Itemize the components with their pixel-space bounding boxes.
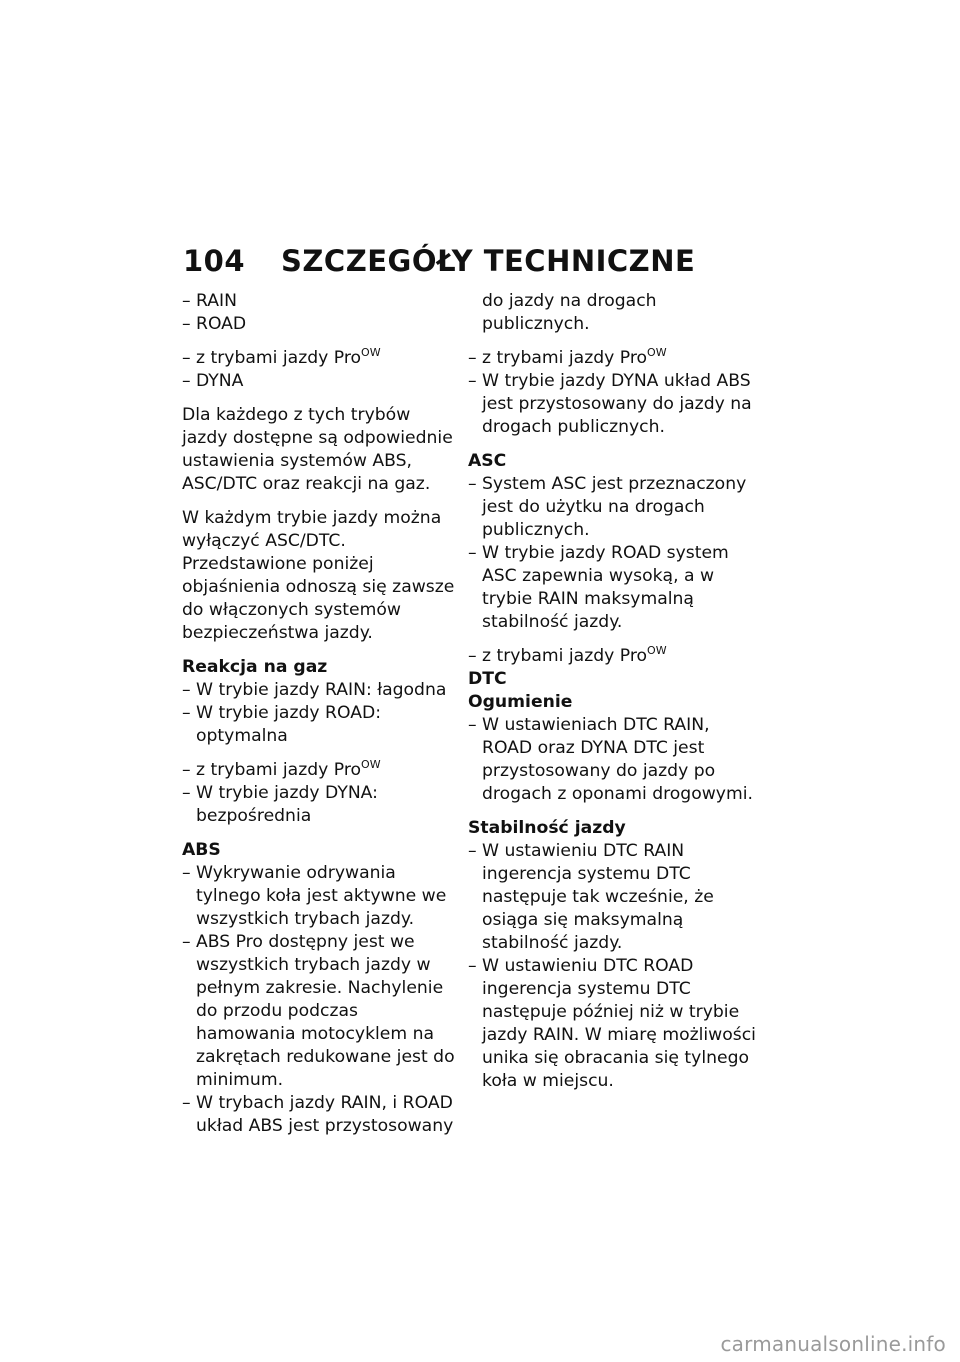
- list-item: – W trybie jazdy DYNA: bezpośrednia: [182, 783, 378, 826]
- asc-heading: ASC: [468, 451, 507, 471]
- pro-mode-note: – z trybami jazdy Pro$^{OW}$: [182, 758, 381, 780]
- list-item: – W trybach jazdy RAIN, i ROAD układ ABS jest przystosowany: [182, 1093, 454, 1136]
- page-title: SZCZEGÓŁY TECHNICZNE: [281, 244, 696, 278]
- list-item: – W trybie jazdy RAIN: łagodna: [182, 680, 447, 700]
- page-number: 104: [183, 244, 246, 278]
- abs-heading: ABS: [182, 840, 221, 860]
- abs-continuation: do jazdy na drogach publicznych.: [482, 291, 657, 334]
- list-item: – DYNA: [182, 371, 244, 391]
- list-item: – W trybie jazdy DYNA układ ABS jest przystosowany do jazdy na drogach publicznych.: [468, 371, 752, 437]
- intro-paragraph: Dla każdego z tych trybów jazdy dostępne są odpowiednie ustawienia systemów ABS, ASC/DTC oraz reakcji na gaz.: [182, 405, 453, 494]
- right-column: [468, 290, 758, 1093]
- list-item: – RAIN: [182, 291, 237, 311]
- stability-heading: Stabilność jazdy: [468, 818, 626, 838]
- list-item: – Wykrywanie odrywania tylnego koła jest aktywne we wszystkich trybach jazdy.: [182, 863, 447, 929]
- pro-mode-note: – z trybami jazdy Pro$^{OW}$: [182, 346, 381, 368]
- list-item: – W ustawieniu DTC ROAD ingerencja systemu DTC następuje później niż w trybie jazdy RAIN. W miarę możliwości unika się obracania się tylnego koła w miejscu.: [468, 956, 756, 1091]
- list-item: – W ustawieniach DTC RAIN, ROAD oraz DYNA DTC jest przystosowany do jazdy po drogach z oponami drogowymi.: [468, 715, 753, 804]
- left-column: [182, 290, 460, 1138]
- throttle-heading: Reakcja na gaz: [182, 657, 328, 677]
- pro-mode-note: – z trybami jazdy Pro$^{OW}$: [468, 644, 667, 666]
- page-header: [183, 244, 695, 278]
- dtc-heading: DTC: [468, 669, 507, 689]
- list-item: – System ASC jest przeznaczony jest do użytku na drogach publicznych.: [468, 474, 747, 540]
- tyres-heading: Ogumienie: [468, 692, 573, 712]
- list-item: – ROAD: [182, 314, 247, 334]
- list-item: – ABS Pro dostępny jest we wszystkich trybach jazdy w pełnym zakresie. Nachylenie do przodu podczas hamowania motocyklem na zakrętach redukowane jest do minimum.: [182, 932, 455, 1090]
- list-item: – W trybie jazdy ROAD: optymalna: [182, 703, 381, 746]
- watermark-text: carmanualsonline.info: [720, 1332, 946, 1356]
- list-item: – W trybie jazdy ROAD system ASC zapewnia wysoką, a w trybie RAIN maksymalną stabilność jazdy.: [468, 543, 729, 632]
- list-item: – W ustawieniu DTC RAIN ingerencja systemu DTC następuje tak wcześnie, że osiąga się maksymalną stabilność jazdy.: [468, 841, 714, 953]
- info-paragraph: W każdym trybie jazdy można wyłączyć ASC/DTC. Przedstawione poniżej objaśnienia odnoszą się zawsze do włączonych systemów bezpieczeństwa jazdy.: [182, 508, 455, 643]
- pro-mode-note: – z trybami jazdy Pro$^{OW}$: [468, 346, 667, 368]
